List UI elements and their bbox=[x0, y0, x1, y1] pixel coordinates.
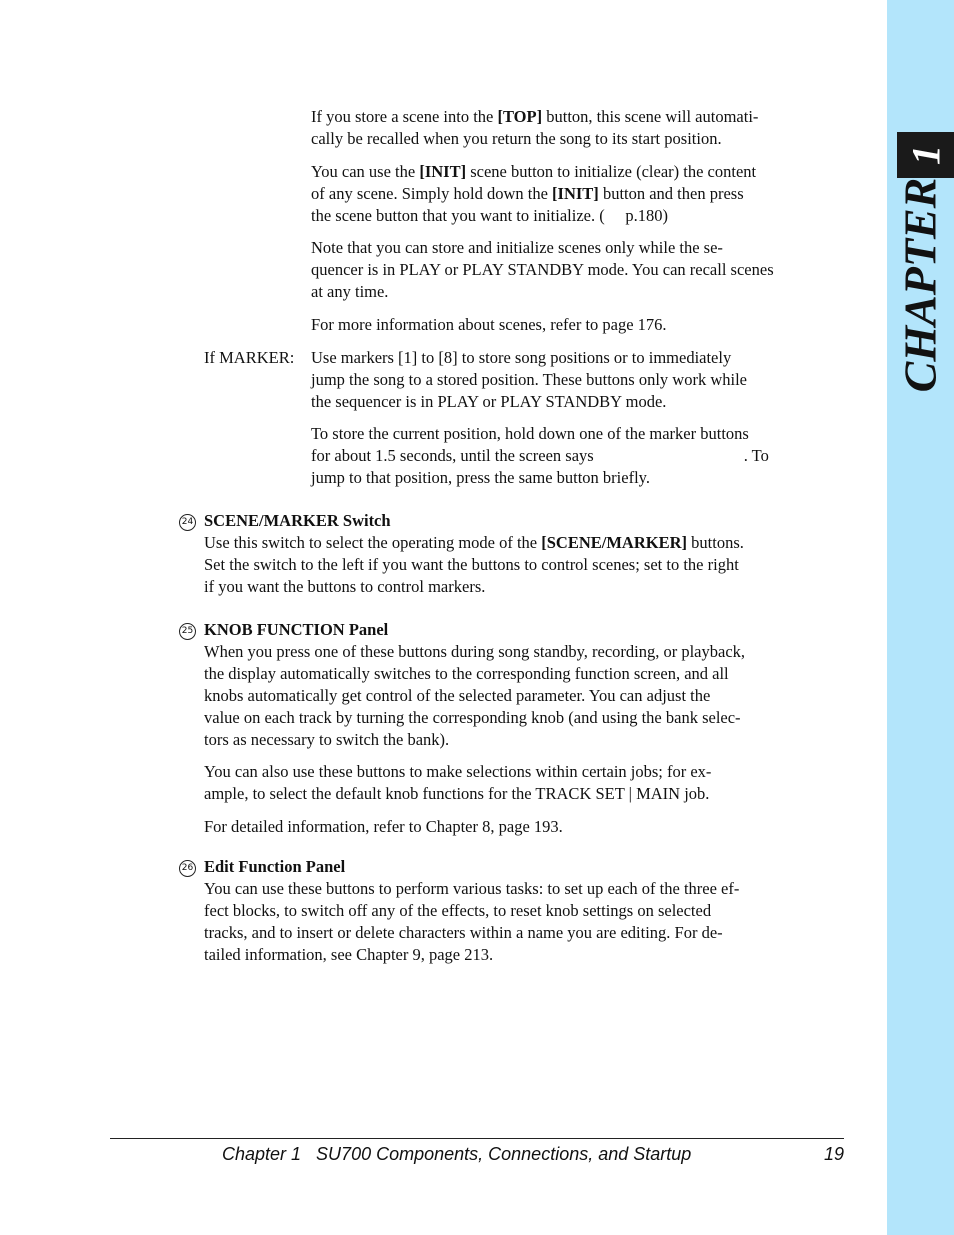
section-body-knob-function-panel: When you press one of these buttons during song standby, recording, or playback, the display automatically switches to the corresponding function screen, and all knobs automatically get control of the selected parameter. You can adjust the value on each track by turning the corresponding knob (and using the bank selec- tors as necessary to switch the bank). bbox=[204, 642, 746, 749]
section-number-24: 24 bbox=[179, 514, 196, 531]
footer-chapter-title: Chapter 1 SU700 Components, Connections, and Startup bbox=[222, 1144, 692, 1164]
footer-rule bbox=[110, 1138, 844, 1139]
paragraph-store-position: To store the current position, hold down one of the marker buttons for about 1.5 seconds, until the screen says . To jump to that position, press the same button briefly. bbox=[311, 424, 769, 487]
section-body-knob-function-jobs: You can also use these buttons to make selections within certain jobs; for ex- ample, to select the default knob functions for the TRACK SET | MAIN job. bbox=[204, 762, 712, 803]
chapter-number: 1 bbox=[903, 145, 948, 165]
paragraph-scenes-reference: For more information about scenes, refer to page 176. bbox=[311, 315, 667, 334]
chapter-label: CHAPTER bbox=[894, 177, 946, 393]
paragraph-markers: Use markers [1] to [8] to store song positions or to immediately jump the song to a stored position. These buttons only work while the sequencer is in PLAY or PLAY STANDBY mode. bbox=[311, 348, 747, 411]
section-heading-edit-function-panel: Edit Function Panel bbox=[204, 857, 346, 876]
section-heading-knob-function-panel: KNOB FUNCTION Panel bbox=[204, 620, 389, 639]
paragraph-top-button: If you store a scene into the [TOP] button, this scene will automati- cally be recalled when you return the song to its start position. bbox=[311, 107, 759, 148]
section-body-scene-marker-switch: Use this switch to select the operating mode of the [SCENE/MARKER] buttons. Set the switch to the left if you want the buttons to control scenes; set to the right if you want the buttons to control markers. bbox=[204, 533, 744, 596]
section-number-26: 26 bbox=[179, 860, 196, 877]
marker-label: If MARKER: bbox=[204, 348, 295, 367]
page-number: 19 bbox=[823, 1144, 844, 1164]
paragraph-store-initialize-note: Note that you can store and initialize scenes only while the se- quencer is in PLAY or PLAY STANDBY mode. You can recall scenes at any time. bbox=[311, 238, 774, 301]
paragraph-init-button: You can use the [INIT] scene button to initialize (clear) the content of any scene. Simply hold down the [INIT] button and then press the scene button that you want to initialize. ( p.180) bbox=[311, 162, 757, 225]
section-body-knob-function-reference: For detailed information, refer to Chapter 8, page 193. bbox=[204, 817, 563, 836]
section-number-25: 25 bbox=[179, 623, 196, 640]
section-heading-scene-marker-switch: SCENE/MARKER Switch bbox=[204, 511, 391, 530]
chapter-number-box bbox=[897, 132, 954, 178]
section-body-edit-function-panel: You can use these buttons to perform various tasks: to set up each of the three ef- fect blocks, to switch off any of the effects, to reset knob settings on selected tracks, and to insert or delete characters within a name you are editing. For de- tailed information, see Chapter 9, page 213. bbox=[204, 879, 740, 964]
